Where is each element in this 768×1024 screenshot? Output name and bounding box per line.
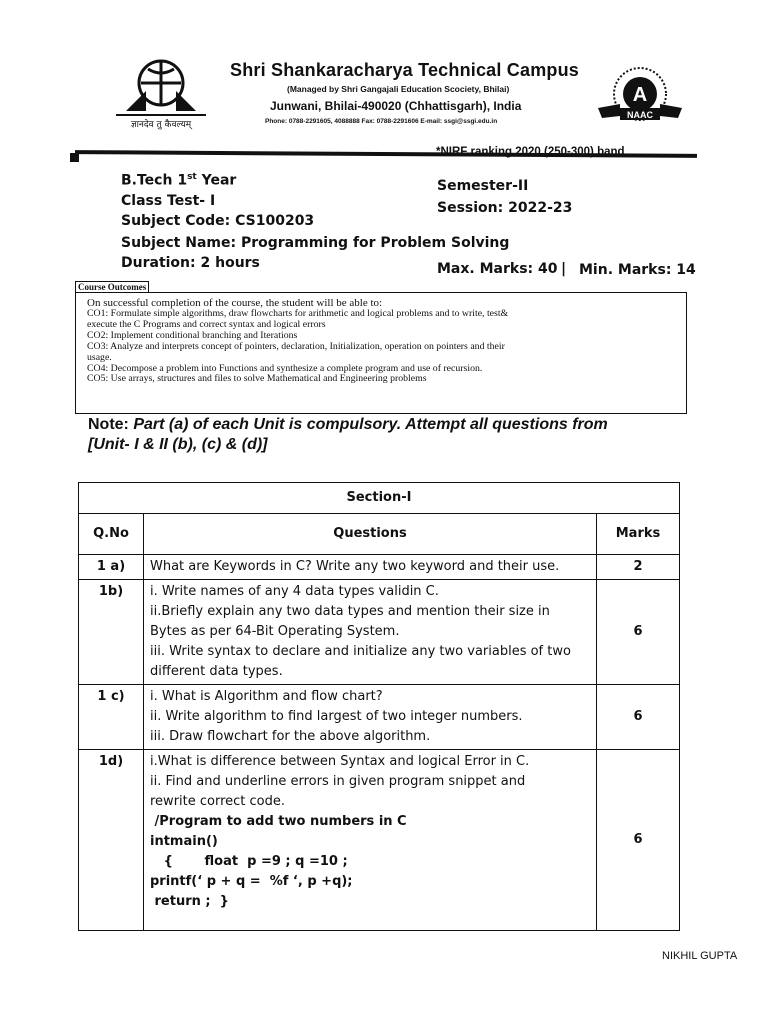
institute-contact: Phone: 0788-2291605, 4088888 Fax: 0788-2291606 E-mail: ssgi@ssgi.edu.in [265,118,498,125]
question-number: 1d) [79,750,144,931]
code-line: intmain() [150,834,218,849]
course-year: B.Tech 1st Year [121,172,237,189]
question-line: i.What is difference between Syntax and logical Error in C. [150,754,530,769]
institute-address: Junwani, Bhilai-490020 (Chhattisgarh), India [270,99,522,113]
question-line: ii.Briefly explain any two data types and mention their size in [150,604,550,619]
min-marks: Min. Marks: 14 [579,262,696,278]
question-table [78,482,680,931]
code-line: { float p =9 ; q =10 ; [150,854,348,869]
duration: Duration: 2 hours [121,255,260,271]
column-header-qno: Q.No [79,514,144,555]
question-line: rewrite correct code. [150,794,286,809]
co-line: execute the C Programs and correct syntax and logical errors [87,318,326,330]
question-text [144,555,597,580]
session: Session: 2022-23 [437,200,573,216]
naac-label: NAAC [627,110,653,120]
question-line: ii. Write algorithm to find largest of two integer numbers. [150,709,523,724]
course-outcomes-text [87,297,681,385]
question-number: 1 c) [79,685,144,750]
naac-logo [590,60,690,138]
co-line: CO1: Formulate simple algorithms, draw flowcharts for arithmetic and logical problems and to write, test& [87,308,509,319]
max-marks: Max. Marks: 40 [437,261,558,277]
table-row [79,685,680,750]
nirf-ranking: *NIRF ranking 2020 (250-300) band [436,146,625,158]
subject-code: Subject Code: CS100203 [121,213,315,229]
question-marks: 2 [597,555,680,580]
test-name: Class Test- I [121,193,216,209]
co-line: CO4: Decompose a problem into Functions and synthesize a complete program and use of recursion. [87,362,483,374]
section-title: Section-I [79,483,680,514]
column-header-marks: Marks [597,514,680,555]
question-line: iii. Draw flowchart for the above algorithm. [150,729,431,744]
note-line-2: [Unit- I & II (b), (c) & (d)] [88,436,268,453]
question-text [144,580,597,685]
question-text [144,685,597,750]
footer-name: NIKHIL GUPTA [662,950,738,962]
table-row [79,580,680,685]
managed-by: (Managed by Shri Gangajali Education Scociety, Bhilai) [287,84,510,94]
question-line: different data types. [150,664,283,679]
column-header-questions: Questions [144,514,597,555]
note-line-1: Part (a) of each Unit is compulsory. Attempt all questions from [133,416,608,433]
subject-name: Subject Name: Programming for Problem Solving [121,235,510,251]
co-line: usage. [87,351,112,363]
question-marks: 6 [597,580,680,685]
question-text [144,750,597,931]
logo-motto: ज्ञानदेव तु कैवल्यम् [130,120,192,130]
co-line: CO3: Analyze and interprets concept of pointers, declaration, Initialization, operation on pointers and their [87,340,505,352]
question-line: ii. Find and underline errors in given program snippet and [150,774,526,789]
table-row [79,750,680,931]
naac-grade: A [632,84,648,106]
course-outcomes-intro: On successful completion of the course, the student will be able to: [87,297,383,309]
question-marks: 6 [597,750,680,931]
question-line: What are Keywords in C? Write any two keyword and their use. [150,559,560,574]
rule-marker [70,153,79,162]
question-line: iii. Write syntax to declare and initialize any two variables of two [150,644,571,659]
course-outcomes-label: Course Outcomes [75,281,149,293]
code-line: printf(‘ p + q = %f ‘, p +q); [150,874,353,889]
question-number: 1b) [79,580,144,685]
question-line: Bytes as per 64-Bit Operating System. [150,624,400,639]
co-line: CO2: Implement conditional branching and Iterations [87,329,298,341]
semester: Semester-II [437,178,529,194]
note-prefix: Note: [88,416,134,433]
institute-name: Shri Shankaracharya Technical Campus [230,60,580,80]
question-line: i. Write names of any 4 data types validin C. [150,584,439,599]
marks-separator: | [561,261,567,277]
question-number: 1 a) [79,555,144,580]
instructions-note [88,415,688,455]
table-row [79,555,680,580]
question-line: i. What is Algorithm and flow chart? [150,689,383,704]
co-line: CO5: Use arrays, structures and files to solve Mathematical and Engineering problems [87,373,427,385]
code-line: /Program to add two numbers in C [150,814,407,829]
code-line: return ; } [150,894,229,909]
question-marks: 6 [597,685,680,750]
